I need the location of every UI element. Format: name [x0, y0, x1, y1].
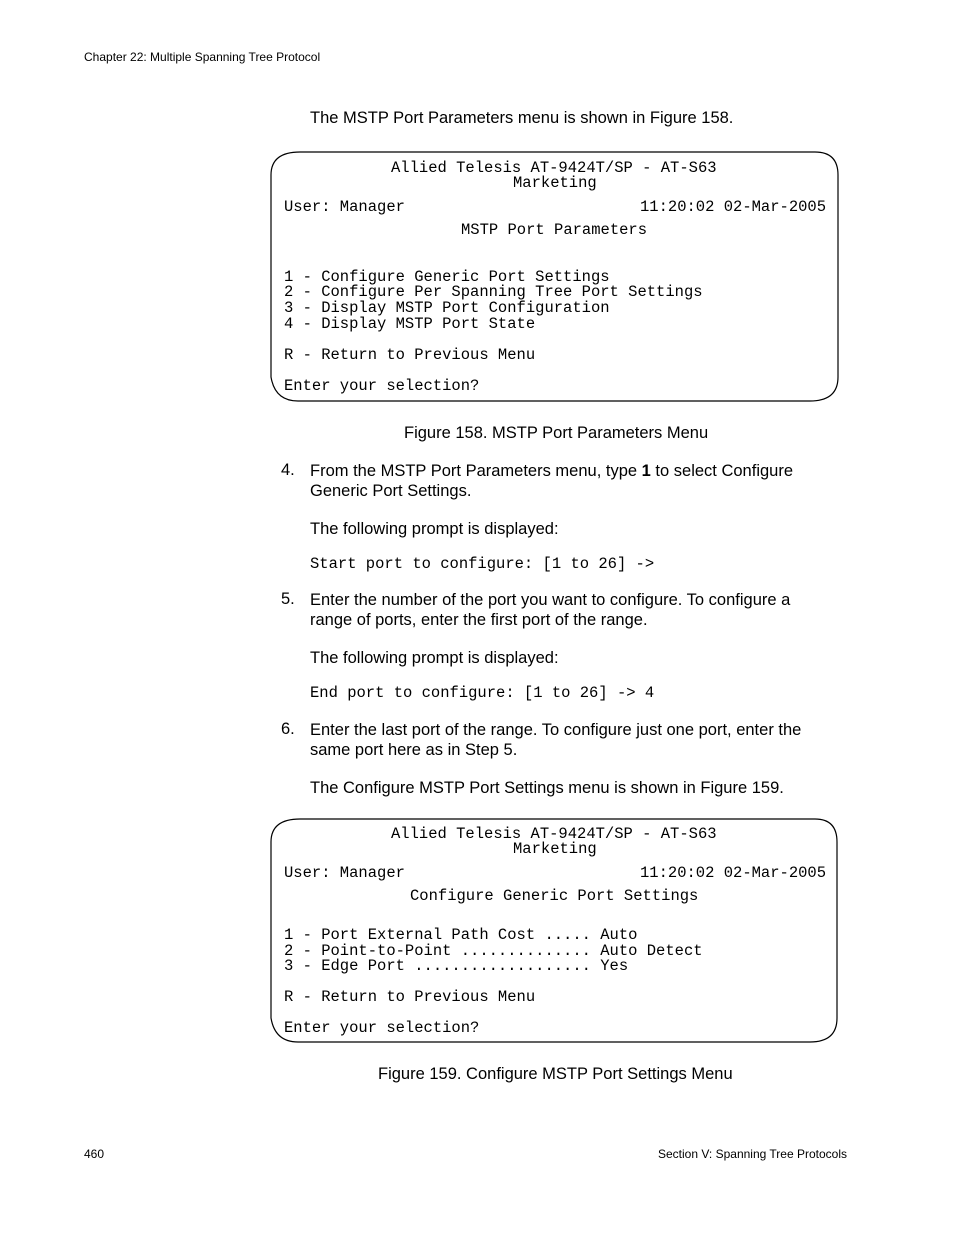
- screen2-datetime: 11:20:02 02-Mar-2005: [640, 864, 827, 882]
- screen2-menu-item: 3 - Edge Port ................... Yes: [284, 957, 629, 975]
- screen2-title: Allied Telesis AT-9424T/SP - AT-S63: [391, 825, 717, 843]
- step4-text-line2: Generic Port Settings.: [310, 482, 472, 500]
- step-number-5: 5.: [281, 590, 295, 608]
- prompt-intro-1: The following prompt is displayed:: [310, 520, 559, 538]
- prompt-intro-2: The following prompt is displayed:: [310, 649, 559, 667]
- screen1-title: Allied Telesis AT-9424T/SP - AT-S63: [391, 159, 717, 177]
- figure-caption-159: Figure 159. Configure MSTP Port Settings Menu: [378, 1065, 733, 1083]
- screen1-user: User: Manager: [284, 198, 405, 216]
- figure-caption-158: Figure 158. MSTP Port Parameters Menu: [404, 424, 709, 442]
- screen1-return-option: R - Return to Previous Menu: [284, 346, 536, 364]
- terminal-screen-configure-generic-port-settings: [270, 818, 840, 1044]
- screen1-menu-title: MSTP Port Parameters: [461, 221, 648, 239]
- page-number: 460: [84, 1147, 105, 1161]
- step5-text-line2: range of ports, enter the first port of the range.: [310, 611, 648, 629]
- screen2-menu-item: 2 - Point-to-Point .............. Auto Detect: [284, 942, 703, 960]
- terminal-screen-mstp-port-parameters: [270, 151, 840, 403]
- screen2-prompt: Enter your selection?: [284, 1019, 480, 1037]
- running-footer-section: Section V: Spanning Tree Protocols: [658, 1147, 847, 1161]
- step5-text-line1: Enter the number of the port you want to configure. To configure a: [310, 591, 791, 609]
- screen1-menu-item: 3 - Display MSTP Port Configuration: [284, 299, 610, 317]
- step-number-4: 4.: [281, 461, 295, 479]
- screen2-user: User: Manager: [284, 864, 405, 882]
- screen2-menu-item: 1 - Port External Path Cost ..... Auto: [284, 926, 638, 944]
- intro-paragraph-2: The Configure MSTP Port Settings menu is shown in Figure 159.: [310, 779, 784, 797]
- screen2-subtitle: Marketing: [513, 840, 597, 858]
- step4-text-line1: From the MSTP Port Parameters menu, type 1 to select Configure: [310, 462, 794, 480]
- screen2-return-option: R - Return to Previous Menu: [284, 988, 536, 1006]
- screen1-subtitle: Marketing: [513, 174, 597, 192]
- step6-text-line1: Enter the last port of the range. To configure just one port, enter the: [310, 721, 802, 739]
- screen1-prompt: Enter your selection?: [284, 377, 480, 395]
- end-port-prompt: End port to configure: [1 to 26] -> 4: [310, 684, 655, 702]
- screen1-menu-item: 1 - Configure Generic Port Settings: [284, 268, 610, 286]
- screen1-menu-item: 4 - Display MSTP Port State: [284, 315, 536, 333]
- screen2-menu-title: Configure Generic Port Settings: [410, 887, 699, 905]
- running-header: Chapter 22: Multiple Spanning Tree Protocol: [84, 50, 321, 64]
- screen1-datetime: 11:20:02 02-Mar-2005: [640, 198, 827, 216]
- screen1-menu-item: 2 - Configure Per Spanning Tree Port Settings: [284, 283, 703, 301]
- start-port-prompt: Start port to configure: [1 to 26] ->: [310, 555, 655, 573]
- intro-paragraph-1: The MSTP Port Parameters menu is shown in Figure 158.: [310, 109, 734, 127]
- step-number-6: 6.: [281, 720, 295, 738]
- step6-text-line2: same port here as in Step 5.: [310, 741, 518, 759]
